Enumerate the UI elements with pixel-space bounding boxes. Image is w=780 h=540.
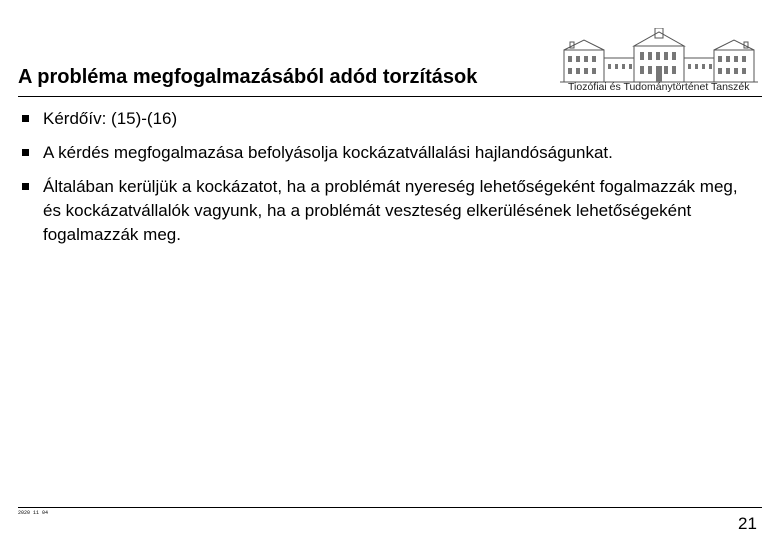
footer-divider xyxy=(18,507,762,508)
square-bullet-icon xyxy=(22,183,29,190)
bullet-text: Kérdőív: (15)-(16) xyxy=(43,109,178,128)
square-bullet-icon xyxy=(22,115,29,122)
bullet-text: A kérdés megfogalmazása befolyásolja kockázatvállalási hajlandóságunkat. xyxy=(43,143,613,162)
list-item xyxy=(22,175,742,247)
title-divider xyxy=(18,96,762,97)
slide-title: A probléma megfogalmazásából adód torzítások xyxy=(18,66,478,88)
footer-date: 2020 11 04 xyxy=(18,510,49,516)
bullet-text: Általában kerüljük a kockázatot, ha a problémát nyereség lehetőségeként fogalmazzák meg, és kockázatvállalók vagyunk, ha a problémát veszteség elkerülésének lehetőségeként fogalmazzák meg. xyxy=(43,177,738,244)
list-item xyxy=(22,141,742,165)
list-item xyxy=(22,107,742,131)
square-bullet-icon xyxy=(22,149,29,156)
bullet-list xyxy=(22,107,742,257)
department-name: Tiozófiai és Tudománytörténet Tanszék xyxy=(568,81,750,93)
page-number: 21 xyxy=(738,514,757,533)
